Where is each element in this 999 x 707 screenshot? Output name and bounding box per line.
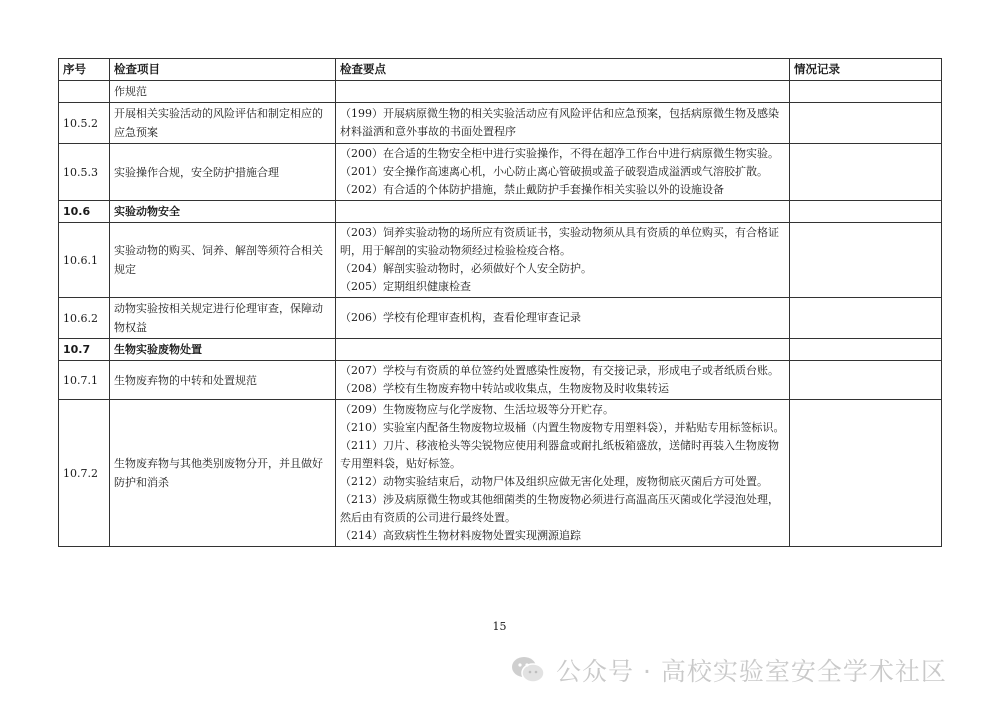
- record-cell: [790, 400, 942, 547]
- item-cell: 动物实验按相关规定进行伦理审查，保障动物权益: [110, 298, 336, 339]
- point-text: （200）在合适的生物安全柜中进行实验操作，不得在超净工作台中进行病原微生物实验。: [340, 147, 779, 160]
- point-text: （214）高致病性生物材料废物处置实现溯源追踪: [340, 529, 581, 542]
- point-text: （199）开展病原微生物的相关实验活动应有风险评估和应急预案，包括病原微生物及感染材料溢洒和意外事故的书面处置程序: [340, 107, 779, 138]
- no-cell: 10.5.3: [59, 144, 110, 201]
- section-row: [59, 201, 942, 223]
- point-text: （210）实验室内配备生物废物垃圾桶（内置生物废物专用塑料袋），并粘贴专用标签标识。: [340, 421, 785, 434]
- point-text: （209）生物废物应与化学废物、生活垃圾等分开贮存。: [340, 403, 614, 416]
- points-cell: [336, 298, 790, 339]
- point-text: （201）安全操作高速离心机，小心防止离心管破损或盖子破裂造成溢洒或气溶胶扩散。: [340, 165, 768, 178]
- table-row: [59, 103, 942, 144]
- section-no: 10.6: [59, 201, 110, 223]
- record-cell: [790, 103, 942, 144]
- header-record: 情况记录: [790, 59, 942, 81]
- record-cell: [790, 144, 942, 201]
- points-cell: [336, 223, 790, 298]
- no-cell: 10.6.1: [59, 223, 110, 298]
- wechat-icon: [510, 655, 546, 685]
- header-item: 检查项目: [110, 59, 336, 81]
- watermark: [510, 650, 947, 690]
- point-text: （211）刀片、移液枪头等尖锐物应使用利器盒或耐扎纸板箱盛放，送储时再装入生物废物专用塑料袋，贴好标签。: [340, 439, 779, 470]
- record-cell: [790, 223, 942, 298]
- point-text: （213）涉及病原微生物或其他细菌类的生物废物必须进行高温高压灭菌或化学浸泡处理，然后由有资质的公司进行最终处置。: [340, 493, 779, 524]
- table-row: [59, 361, 942, 400]
- table-header-row: [59, 59, 942, 81]
- point-text: （207）学校与有资质的单位签约处置感染性废物，有交接记录，形成电子或者纸质台账。: [340, 364, 779, 377]
- section-title: 实验动物安全: [110, 201, 336, 223]
- no-cell: 10.7.1: [59, 361, 110, 400]
- no-cell: 10.6.2: [59, 298, 110, 339]
- section-no: 10.7: [59, 339, 110, 361]
- watermark-text: 公众号 · 高校实验室安全学术社区: [556, 657, 947, 686]
- table-row: [59, 144, 942, 201]
- item-cell: 生物废弃物与其他类别废物分开，并且做好防护和消杀: [110, 400, 336, 547]
- item-cell: 实验动物的购买、饲养、解剖等须符合相关规定: [110, 223, 336, 298]
- table-row: [59, 81, 942, 103]
- points-cell: [336, 144, 790, 201]
- record-cell: [790, 298, 942, 339]
- table-row: [59, 400, 942, 547]
- record-cell: [790, 81, 942, 103]
- point-text: （206）学校有伦理审查机构，查看伦理审查记录: [340, 311, 581, 324]
- no-cell: 10.5.2: [59, 103, 110, 144]
- section-row: [59, 339, 942, 361]
- point-text: （212）动物实验结束后，动物尸体及组织应做无害化处理，废物彻底灭菌后方可处置。: [340, 475, 768, 488]
- item-cell: 生物废弃物的中转和处置规范: [110, 361, 336, 400]
- item-cell: 实验操作合规，安全防护措施合理: [110, 144, 336, 201]
- point-text: （208）学校有生物废弃物中转站或收集点，生物废物及时收集转运: [340, 382, 669, 395]
- item-cell: 作规范: [110, 81, 336, 103]
- header-points: 检查要点: [336, 59, 790, 81]
- table-row: [59, 298, 942, 339]
- point-text: （205）定期组织健康检查: [340, 280, 471, 293]
- point-text: （204）解剖实验动物时，必须做好个人安全防护。: [340, 262, 592, 275]
- no-cell: 10.7.2: [59, 400, 110, 547]
- inspection-table: [58, 58, 942, 547]
- points-cell: [336, 103, 790, 144]
- header-no: 序号: [59, 59, 110, 81]
- table-row: [59, 223, 942, 298]
- item-cell: 开展相关实验活动的风险评估和制定相应的应急预案: [110, 103, 336, 144]
- record-cell: [790, 361, 942, 400]
- section-title: 生物实验废物处置: [110, 339, 336, 361]
- points-cell: [336, 361, 790, 400]
- page-number: 15: [492, 620, 507, 633]
- point-text: （203）饲养实验动物的场所应有资质证书，实验动物须从具有资质的单位购买，有合格证明，用于解剖的实验动物须经过检验检疫合格。: [340, 226, 779, 257]
- points-cell: [336, 400, 790, 547]
- point-text: （202）有合适的个体防护措施，禁止戴防护手套操作相关实验以外的设施设备: [340, 183, 724, 196]
